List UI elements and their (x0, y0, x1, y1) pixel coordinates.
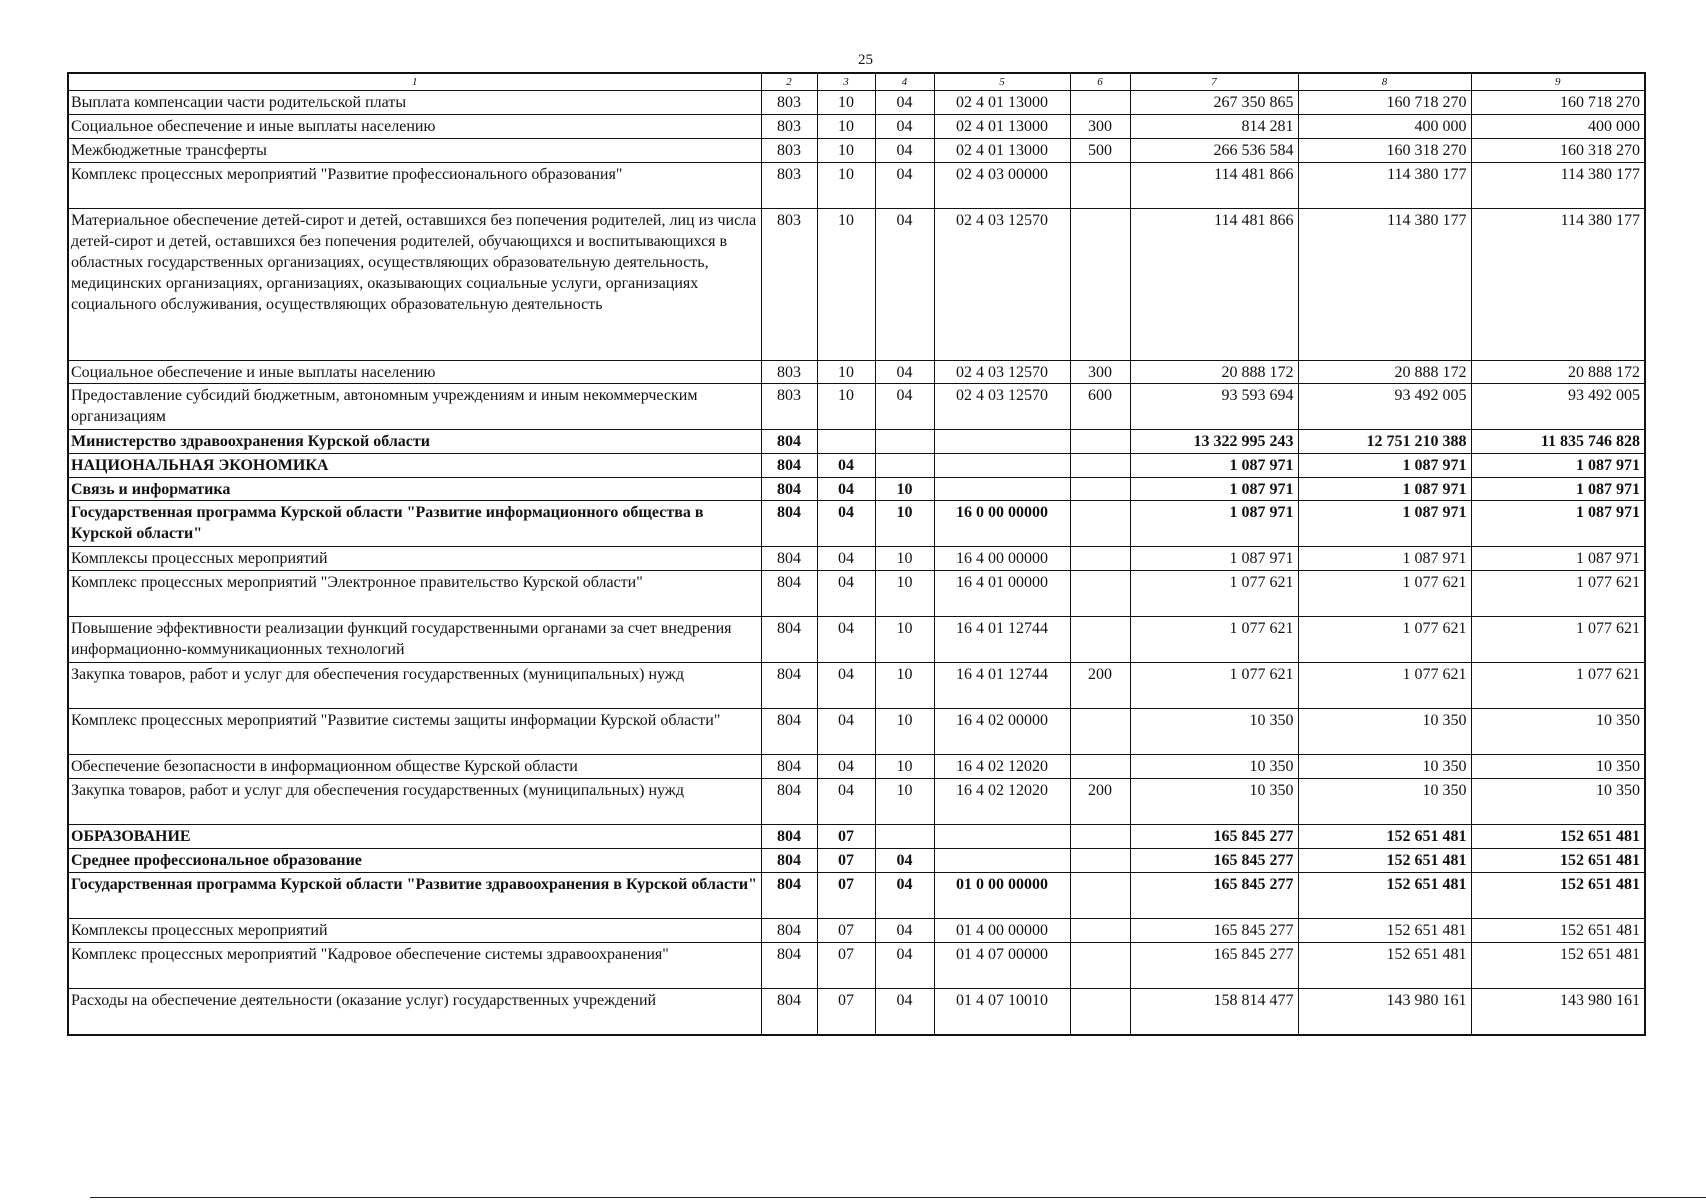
cell-gr: 804 (761, 825, 817, 849)
cell-gr: 804 (761, 571, 817, 617)
cell-pr: 04 (875, 361, 934, 384)
cell-csr: 16 0 00 00000 (934, 501, 1070, 547)
cell-year3: 114 380 177 (1471, 163, 1645, 209)
table-row (68, 454, 1645, 478)
cell-gr: 804 (761, 547, 817, 571)
cell-year1: 114 481 866 (1130, 209, 1298, 361)
cell-year3: 152 651 481 (1471, 943, 1645, 989)
cell-year2: 1 087 971 (1298, 501, 1471, 547)
cell-csr (934, 454, 1070, 478)
cell-year3: 1 087 971 (1471, 501, 1645, 547)
row-name: Комплексы процессных мероприятий (68, 547, 761, 571)
cell-year3: 1 077 621 (1471, 663, 1645, 709)
cell-rz: 10 (817, 139, 875, 163)
cell-vr (1070, 873, 1130, 919)
cell-pr: 04 (875, 943, 934, 989)
table-row (68, 663, 1645, 709)
cell-csr (934, 849, 1070, 873)
cell-year3: 152 651 481 (1471, 873, 1645, 919)
table-row (68, 617, 1645, 663)
cell-csr (934, 478, 1070, 501)
row-name: Обеспечение безопасности в информационном обществе Курской области (68, 755, 761, 779)
table-row (68, 163, 1645, 209)
cell-year2: 1 077 621 (1298, 571, 1471, 617)
cell-year3: 1 087 971 (1471, 547, 1645, 571)
cell-csr: 01 0 00 00000 (934, 873, 1070, 919)
row-name: Комплексы процессных мероприятий (68, 919, 761, 943)
cell-year3: 10 350 (1471, 755, 1645, 779)
table-body (68, 91, 1645, 1035)
cell-year3: 10 350 (1471, 779, 1645, 825)
cell-csr: 16 4 02 12020 (934, 779, 1070, 825)
cell-year2: 20 888 172 (1298, 361, 1471, 384)
cell-vr: 300 (1070, 361, 1130, 384)
column-number-row (68, 73, 1645, 91)
cell-year2: 93 492 005 (1298, 384, 1471, 430)
cell-year1: 1 087 971 (1130, 547, 1298, 571)
cell-year1: 165 845 277 (1130, 825, 1298, 849)
row-name: Расходы на обеспечение деятельности (оказание услуг) государственных учреждений (68, 989, 761, 1035)
cell-vr: 200 (1070, 779, 1130, 825)
cell-gr: 804 (761, 501, 817, 547)
table-row (68, 547, 1645, 571)
cell-vr (1070, 478, 1130, 501)
cell-pr: 10 (875, 779, 934, 825)
cell-vr (1070, 430, 1130, 454)
row-name: Предоставление субсидий бюджетным, автономным учреждениям и иным некоммерческим организациям (68, 384, 761, 430)
cell-gr: 803 (761, 163, 817, 209)
cell-year3: 152 651 481 (1471, 825, 1645, 849)
cell-year1: 10 350 (1130, 779, 1298, 825)
cell-csr: 01 4 00 00000 (934, 919, 1070, 943)
column-header: 3 (817, 73, 875, 91)
cell-rz: 04 (817, 617, 875, 663)
cell-csr: 01 4 07 10010 (934, 989, 1070, 1035)
column-header: 8 (1298, 73, 1471, 91)
cell-rz: 04 (817, 663, 875, 709)
cell-gr: 804 (761, 919, 817, 943)
row-name: Государственная программа Курской области "Развитие информационного общества в Курской области" (68, 501, 761, 547)
cell-gr: 804 (761, 755, 817, 779)
cell-rz: 07 (817, 825, 875, 849)
cell-vr (1070, 919, 1130, 943)
row-name: Комплекс процессных мероприятий "Развитие профессионального образования" (68, 163, 761, 209)
cell-year3: 160 318 270 (1471, 139, 1645, 163)
cell-vr: 500 (1070, 139, 1130, 163)
cell-rz: 07 (817, 919, 875, 943)
cell-year2: 1 087 971 (1298, 547, 1471, 571)
row-name: Министерство здравоохранения Курской области (68, 430, 761, 454)
cell-pr: 04 (875, 163, 934, 209)
column-header: 4 (875, 73, 934, 91)
table-row (68, 755, 1645, 779)
cell-rz: 10 (817, 163, 875, 209)
row-name: Социальное обеспечение и иные выплаты населению (68, 115, 761, 139)
cell-year2: 114 380 177 (1298, 163, 1471, 209)
row-name: Связь и информатика (68, 478, 761, 501)
cell-pr: 04 (875, 115, 934, 139)
row-name: Комплекс процессных мероприятий "Электронное правительство Курской области" (68, 571, 761, 617)
cell-gr: 804 (761, 849, 817, 873)
cell-gr: 803 (761, 91, 817, 115)
cell-vr (1070, 91, 1130, 115)
column-header: 5 (934, 73, 1070, 91)
cell-csr: 02 4 01 13000 (934, 115, 1070, 139)
cell-pr: 04 (875, 91, 934, 115)
cell-pr: 04 (875, 849, 934, 873)
cell-gr: 804 (761, 989, 817, 1035)
cell-gr: 804 (761, 430, 817, 454)
cell-rz: 04 (817, 454, 875, 478)
row-name: Среднее профессиональное образование (68, 849, 761, 873)
table-row (68, 209, 1645, 361)
cell-year3: 1 077 621 (1471, 617, 1645, 663)
cell-year3: 114 380 177 (1471, 209, 1645, 361)
cell-year1: 267 350 865 (1130, 91, 1298, 115)
cell-year2: 400 000 (1298, 115, 1471, 139)
budget-table (67, 72, 1646, 1036)
cell-year1: 10 350 (1130, 755, 1298, 779)
cell-year3: 11 835 746 828 (1471, 430, 1645, 454)
cell-csr (934, 430, 1070, 454)
cell-year2: 160 718 270 (1298, 91, 1471, 115)
row-name: Межбюджетные трансферты (68, 139, 761, 163)
cell-year2: 152 651 481 (1298, 943, 1471, 989)
cell-rz: 07 (817, 849, 875, 873)
table-row (68, 478, 1645, 501)
cell-rz: 10 (817, 209, 875, 361)
cell-year3: 20 888 172 (1471, 361, 1645, 384)
row-name: Закупка товаров, работ и услуг для обеспечения государственных (муниципальных) нужд (68, 779, 761, 825)
cell-year3: 160 718 270 (1471, 91, 1645, 115)
cell-pr: 10 (875, 478, 934, 501)
cell-year1: 10 350 (1130, 709, 1298, 755)
cell-csr: 16 4 01 12744 (934, 663, 1070, 709)
cell-year1: 266 536 584 (1130, 139, 1298, 163)
table-row (68, 825, 1645, 849)
cell-csr: 02 4 03 12570 (934, 361, 1070, 384)
cell-year2: 152 651 481 (1298, 919, 1471, 943)
cell-csr: 16 4 02 00000 (934, 709, 1070, 755)
table-row (68, 501, 1645, 547)
cell-gr: 804 (761, 943, 817, 989)
cell-year2: 10 350 (1298, 779, 1471, 825)
row-name: Выплата компенсации части родительской платы (68, 91, 761, 115)
cell-rz: 04 (817, 547, 875, 571)
cell-vr: 600 (1070, 384, 1130, 430)
cell-csr: 02 4 03 12570 (934, 209, 1070, 361)
cell-pr: 10 (875, 617, 934, 663)
cell-rz: 10 (817, 384, 875, 430)
cell-pr (875, 454, 934, 478)
cell-year1: 114 481 866 (1130, 163, 1298, 209)
cell-gr: 803 (761, 209, 817, 361)
cell-csr: 02 4 01 13000 (934, 91, 1070, 115)
table-row (68, 384, 1645, 430)
cell-year2: 114 380 177 (1298, 209, 1471, 361)
cell-pr: 10 (875, 709, 934, 755)
cell-vr (1070, 943, 1130, 989)
cell-year2: 152 651 481 (1298, 873, 1471, 919)
cell-rz: 04 (817, 501, 875, 547)
row-name: Государственная программа Курской области "Развитие здравоохранения в Курской области" (68, 873, 761, 919)
cell-vr (1070, 825, 1130, 849)
table-row (68, 91, 1645, 115)
cell-pr: 10 (875, 663, 934, 709)
cell-csr: 01 4 07 00000 (934, 943, 1070, 989)
cell-pr: 04 (875, 209, 934, 361)
cell-vr (1070, 501, 1130, 547)
column-header: 6 (1070, 73, 1130, 91)
cell-rz (817, 430, 875, 454)
cell-pr: 04 (875, 384, 934, 430)
cell-vr (1070, 547, 1130, 571)
cell-year3: 1 087 971 (1471, 478, 1645, 501)
cell-year3: 152 651 481 (1471, 919, 1645, 943)
cell-rz: 07 (817, 943, 875, 989)
row-name: Материальное обеспечение детей-сирот и детей, оставшихся без попечения родителей, лиц из числа детей-сирот и детей, оставшихся без попечения родителей, обучающихся и воспитывающихся в областных государственных организациях, осуществляющих образовательную деятельность, медицинских организациях, организациях, оказывающих социальные услуги, организациях социального обслуживания, осуществляющих образовательную деятельность (68, 209, 761, 361)
cell-year3: 400 000 (1471, 115, 1645, 139)
cell-year1: 93 593 694 (1130, 384, 1298, 430)
cell-vr (1070, 755, 1130, 779)
cell-rz: 07 (817, 873, 875, 919)
table-row (68, 139, 1645, 163)
cell-gr: 804 (761, 873, 817, 919)
cell-vr (1070, 454, 1130, 478)
cell-vr (1070, 163, 1130, 209)
cell-csr: 16 4 00 00000 (934, 547, 1070, 571)
cell-year2: 12 751 210 388 (1298, 430, 1471, 454)
column-header: 9 (1471, 73, 1645, 91)
cell-csr: 02 4 01 13000 (934, 139, 1070, 163)
cell-gr: 804 (761, 617, 817, 663)
cell-year1: 1 087 971 (1130, 478, 1298, 501)
cell-pr: 10 (875, 571, 934, 617)
cell-year1: 1 087 971 (1130, 454, 1298, 478)
table-row (68, 361, 1645, 384)
cell-year3: 10 350 (1471, 709, 1645, 755)
cell-year1: 158 814 477 (1130, 989, 1298, 1035)
cell-year1: 1 077 621 (1130, 571, 1298, 617)
cell-rz: 04 (817, 478, 875, 501)
cell-year2: 1 077 621 (1298, 617, 1471, 663)
cell-pr (875, 825, 934, 849)
cell-csr: 16 4 01 00000 (934, 571, 1070, 617)
cell-year2: 152 651 481 (1298, 849, 1471, 873)
cell-year3: 93 492 005 (1471, 384, 1645, 430)
cell-gr: 803 (761, 115, 817, 139)
cell-year1: 165 845 277 (1130, 943, 1298, 989)
cell-rz: 04 (817, 779, 875, 825)
cell-vr (1070, 989, 1130, 1035)
cell-csr: 16 4 02 12020 (934, 755, 1070, 779)
cell-rz: 10 (817, 91, 875, 115)
cell-gr: 804 (761, 709, 817, 755)
cell-pr: 04 (875, 873, 934, 919)
cell-gr: 803 (761, 361, 817, 384)
table-row (68, 943, 1645, 989)
cell-year2: 1 087 971 (1298, 454, 1471, 478)
cell-vr: 300 (1070, 115, 1130, 139)
cell-pr: 04 (875, 989, 934, 1035)
cell-year2: 160 318 270 (1298, 139, 1471, 163)
table-row (68, 430, 1645, 454)
cell-vr (1070, 571, 1130, 617)
footer-divider (90, 1197, 1706, 1198)
cell-year1: 165 845 277 (1130, 873, 1298, 919)
cell-year2: 10 350 (1298, 709, 1471, 755)
cell-pr: 04 (875, 139, 934, 163)
cell-rz: 07 (817, 989, 875, 1035)
cell-rz: 04 (817, 709, 875, 755)
cell-year1: 165 845 277 (1130, 849, 1298, 873)
cell-gr: 804 (761, 454, 817, 478)
cell-rz: 10 (817, 115, 875, 139)
cell-year2: 143 980 161 (1298, 989, 1471, 1035)
row-name: Закупка товаров, работ и услуг для обеспечения государственных (муниципальных) нужд (68, 663, 761, 709)
cell-year1: 165 845 277 (1130, 919, 1298, 943)
column-header: 1 (68, 73, 761, 91)
table-row (68, 571, 1645, 617)
cell-pr: 10 (875, 755, 934, 779)
cell-gr: 804 (761, 478, 817, 501)
cell-csr: 02 4 03 12570 (934, 384, 1070, 430)
row-name: Повышение эффективности реализации функций государственными органами за счет внедрения информационно-коммуникационных технологий (68, 617, 761, 663)
cell-year2: 1 077 621 (1298, 663, 1471, 709)
cell-rz: 04 (817, 755, 875, 779)
cell-pr: 04 (875, 919, 934, 943)
page-number: 25 (858, 52, 873, 68)
cell-year1: 13 322 995 243 (1130, 430, 1298, 454)
cell-year2: 10 350 (1298, 755, 1471, 779)
cell-rz: 04 (817, 571, 875, 617)
cell-year2: 152 651 481 (1298, 825, 1471, 849)
cell-year1: 1 077 621 (1130, 663, 1298, 709)
table-row (68, 989, 1645, 1035)
row-name: ОБРАЗОВАНИЕ (68, 825, 761, 849)
column-header: 2 (761, 73, 817, 91)
cell-csr: 16 4 01 12744 (934, 617, 1070, 663)
cell-year1: 1 077 621 (1130, 617, 1298, 663)
column-header: 7 (1130, 73, 1298, 91)
cell-vr (1070, 617, 1130, 663)
cell-pr (875, 430, 934, 454)
cell-vr: 200 (1070, 663, 1130, 709)
cell-year3: 152 651 481 (1471, 849, 1645, 873)
cell-gr: 804 (761, 779, 817, 825)
cell-vr (1070, 849, 1130, 873)
cell-csr (934, 825, 1070, 849)
cell-rz: 10 (817, 361, 875, 384)
cell-pr: 10 (875, 547, 934, 571)
row-name: Комплекс процессных мероприятий "Кадровое обеспечение системы здравоохранения" (68, 943, 761, 989)
table-row (68, 873, 1645, 919)
row-name: НАЦИОНАЛЬНАЯ ЭКОНОМИКА (68, 454, 761, 478)
cell-year2: 1 087 971 (1298, 478, 1471, 501)
table-row (68, 115, 1645, 139)
cell-pr: 10 (875, 501, 934, 547)
table-row (68, 849, 1645, 873)
cell-vr (1070, 209, 1130, 361)
table-row (68, 919, 1645, 943)
cell-gr: 803 (761, 384, 817, 430)
cell-gr: 804 (761, 663, 817, 709)
table-row (68, 779, 1645, 825)
cell-year1: 20 888 172 (1130, 361, 1298, 384)
cell-year3: 1 087 971 (1471, 454, 1645, 478)
cell-gr: 803 (761, 139, 817, 163)
cell-year3: 143 980 161 (1471, 989, 1645, 1035)
cell-year1: 1 087 971 (1130, 501, 1298, 547)
table-row (68, 709, 1645, 755)
cell-year3: 1 077 621 (1471, 571, 1645, 617)
cell-csr: 02 4 03 00000 (934, 163, 1070, 209)
cell-year1: 814 281 (1130, 115, 1298, 139)
row-name: Комплекс процессных мероприятий "Развитие системы защиты информации Курской области" (68, 709, 761, 755)
row-name: Социальное обеспечение и иные выплаты населению (68, 361, 761, 384)
cell-vr (1070, 709, 1130, 755)
